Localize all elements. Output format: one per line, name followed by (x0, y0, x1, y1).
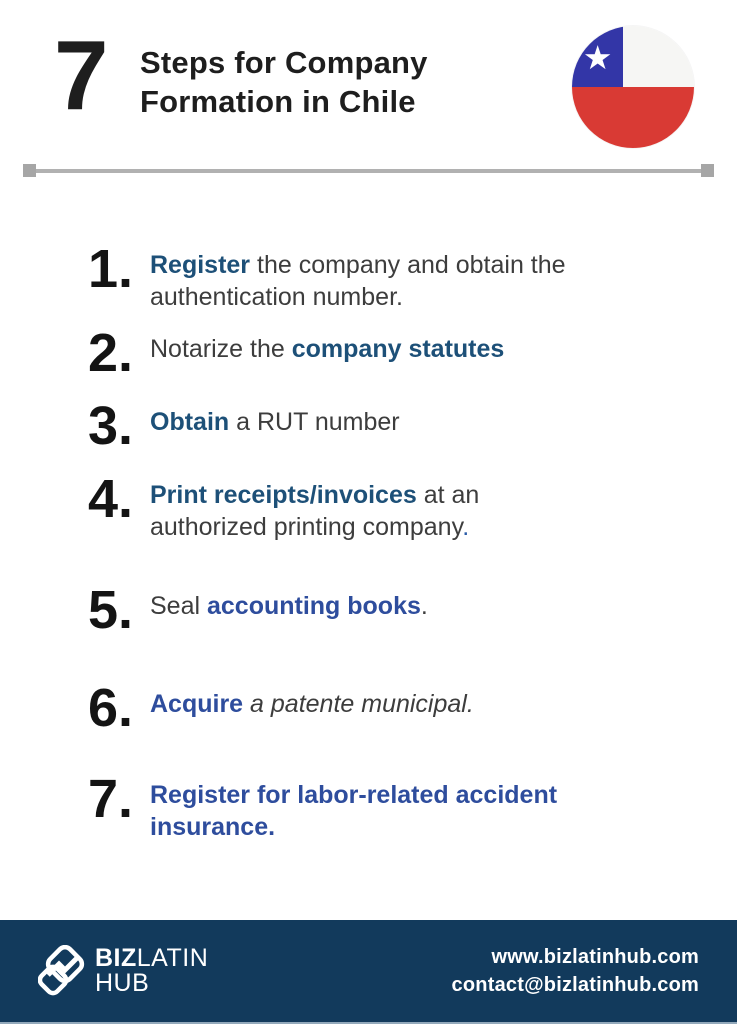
chile-flag-icon (572, 26, 694, 148)
step-number: 5. (88, 580, 134, 640)
step-text (150, 242, 650, 313)
footer (0, 920, 737, 1024)
flag-red-half (572, 87, 694, 148)
flag-white-quadrant (623, 26, 694, 87)
step-number: 3. (88, 396, 134, 456)
step-text-segment: authentication number. (150, 283, 403, 311)
divider (30, 169, 707, 173)
step-text-segment: a RUT number (229, 408, 400, 436)
logo-biz: BIZ (95, 944, 137, 972)
step-text-segment: insurance. (150, 813, 276, 841)
step-text-segment: company statutes (291, 335, 505, 363)
step-row (88, 323, 673, 383)
bizlatinhub-logo (38, 945, 208, 997)
step-text (150, 583, 650, 637)
step-text-segment: at an (416, 481, 480, 509)
step-row (88, 396, 673, 456)
logo-line1 (95, 946, 208, 971)
step-text-segment: Register for labor-related accident (150, 781, 558, 809)
divider-cap-left (23, 164, 36, 177)
step-text-segment: . (466, 690, 474, 718)
star-icon: ★ (582, 39, 613, 76)
step-row (88, 678, 673, 738)
footer-contact (452, 943, 699, 999)
step-row (88, 580, 673, 640)
step-text-segment: . (420, 592, 428, 620)
step-text-segment: Print receipts/invoices (150, 481, 417, 509)
logo-hub: HUB (95, 969, 150, 997)
page-title (140, 43, 428, 121)
step-text-segment: Notarize the (150, 335, 292, 363)
step-row (88, 239, 673, 313)
page-title-line2: Formation in Chile (140, 84, 416, 119)
divider-cap-right (701, 164, 714, 177)
step-text-segment: Register (150, 251, 251, 279)
step-text-segment: the company and obtain the (250, 251, 566, 279)
step-text (150, 472, 650, 543)
bizlatinhub-logo-icon (38, 945, 86, 997)
step-text-segment: a (243, 690, 271, 718)
step-text-segment: Obtain (150, 408, 230, 436)
step-number: 6. (88, 678, 134, 738)
step-number: 2. (88, 323, 134, 383)
big-number: 7 (54, 20, 109, 130)
step-text-segment: accounting books (206, 592, 421, 620)
logo-text (95, 946, 208, 996)
step-text (150, 326, 650, 380)
page-title-line1: Steps for Company (140, 45, 428, 80)
step-number: 4. (88, 469, 134, 529)
step-row (88, 469, 673, 543)
step-text (150, 772, 650, 843)
step-text (150, 399, 650, 453)
step-text-segment: Seal (150, 592, 207, 620)
step-row (88, 769, 673, 843)
step-text-segment: . (462, 513, 470, 541)
email-link[interactable]: contact@bizlatinhub.com (451, 974, 699, 996)
flag-blue-canton (572, 26, 623, 87)
step-text-segment: patente municipal (270, 690, 467, 718)
step-text-segment: Acquire (150, 690, 244, 718)
step-text (150, 681, 650, 735)
step-number: 7. (88, 769, 134, 829)
logo-latin: LATIN (136, 944, 209, 972)
step-text-segment: authorized printing company (150, 513, 463, 541)
step-number: 1. (88, 239, 134, 299)
website-link[interactable]: www.bizlatinhub.com (491, 946, 699, 968)
